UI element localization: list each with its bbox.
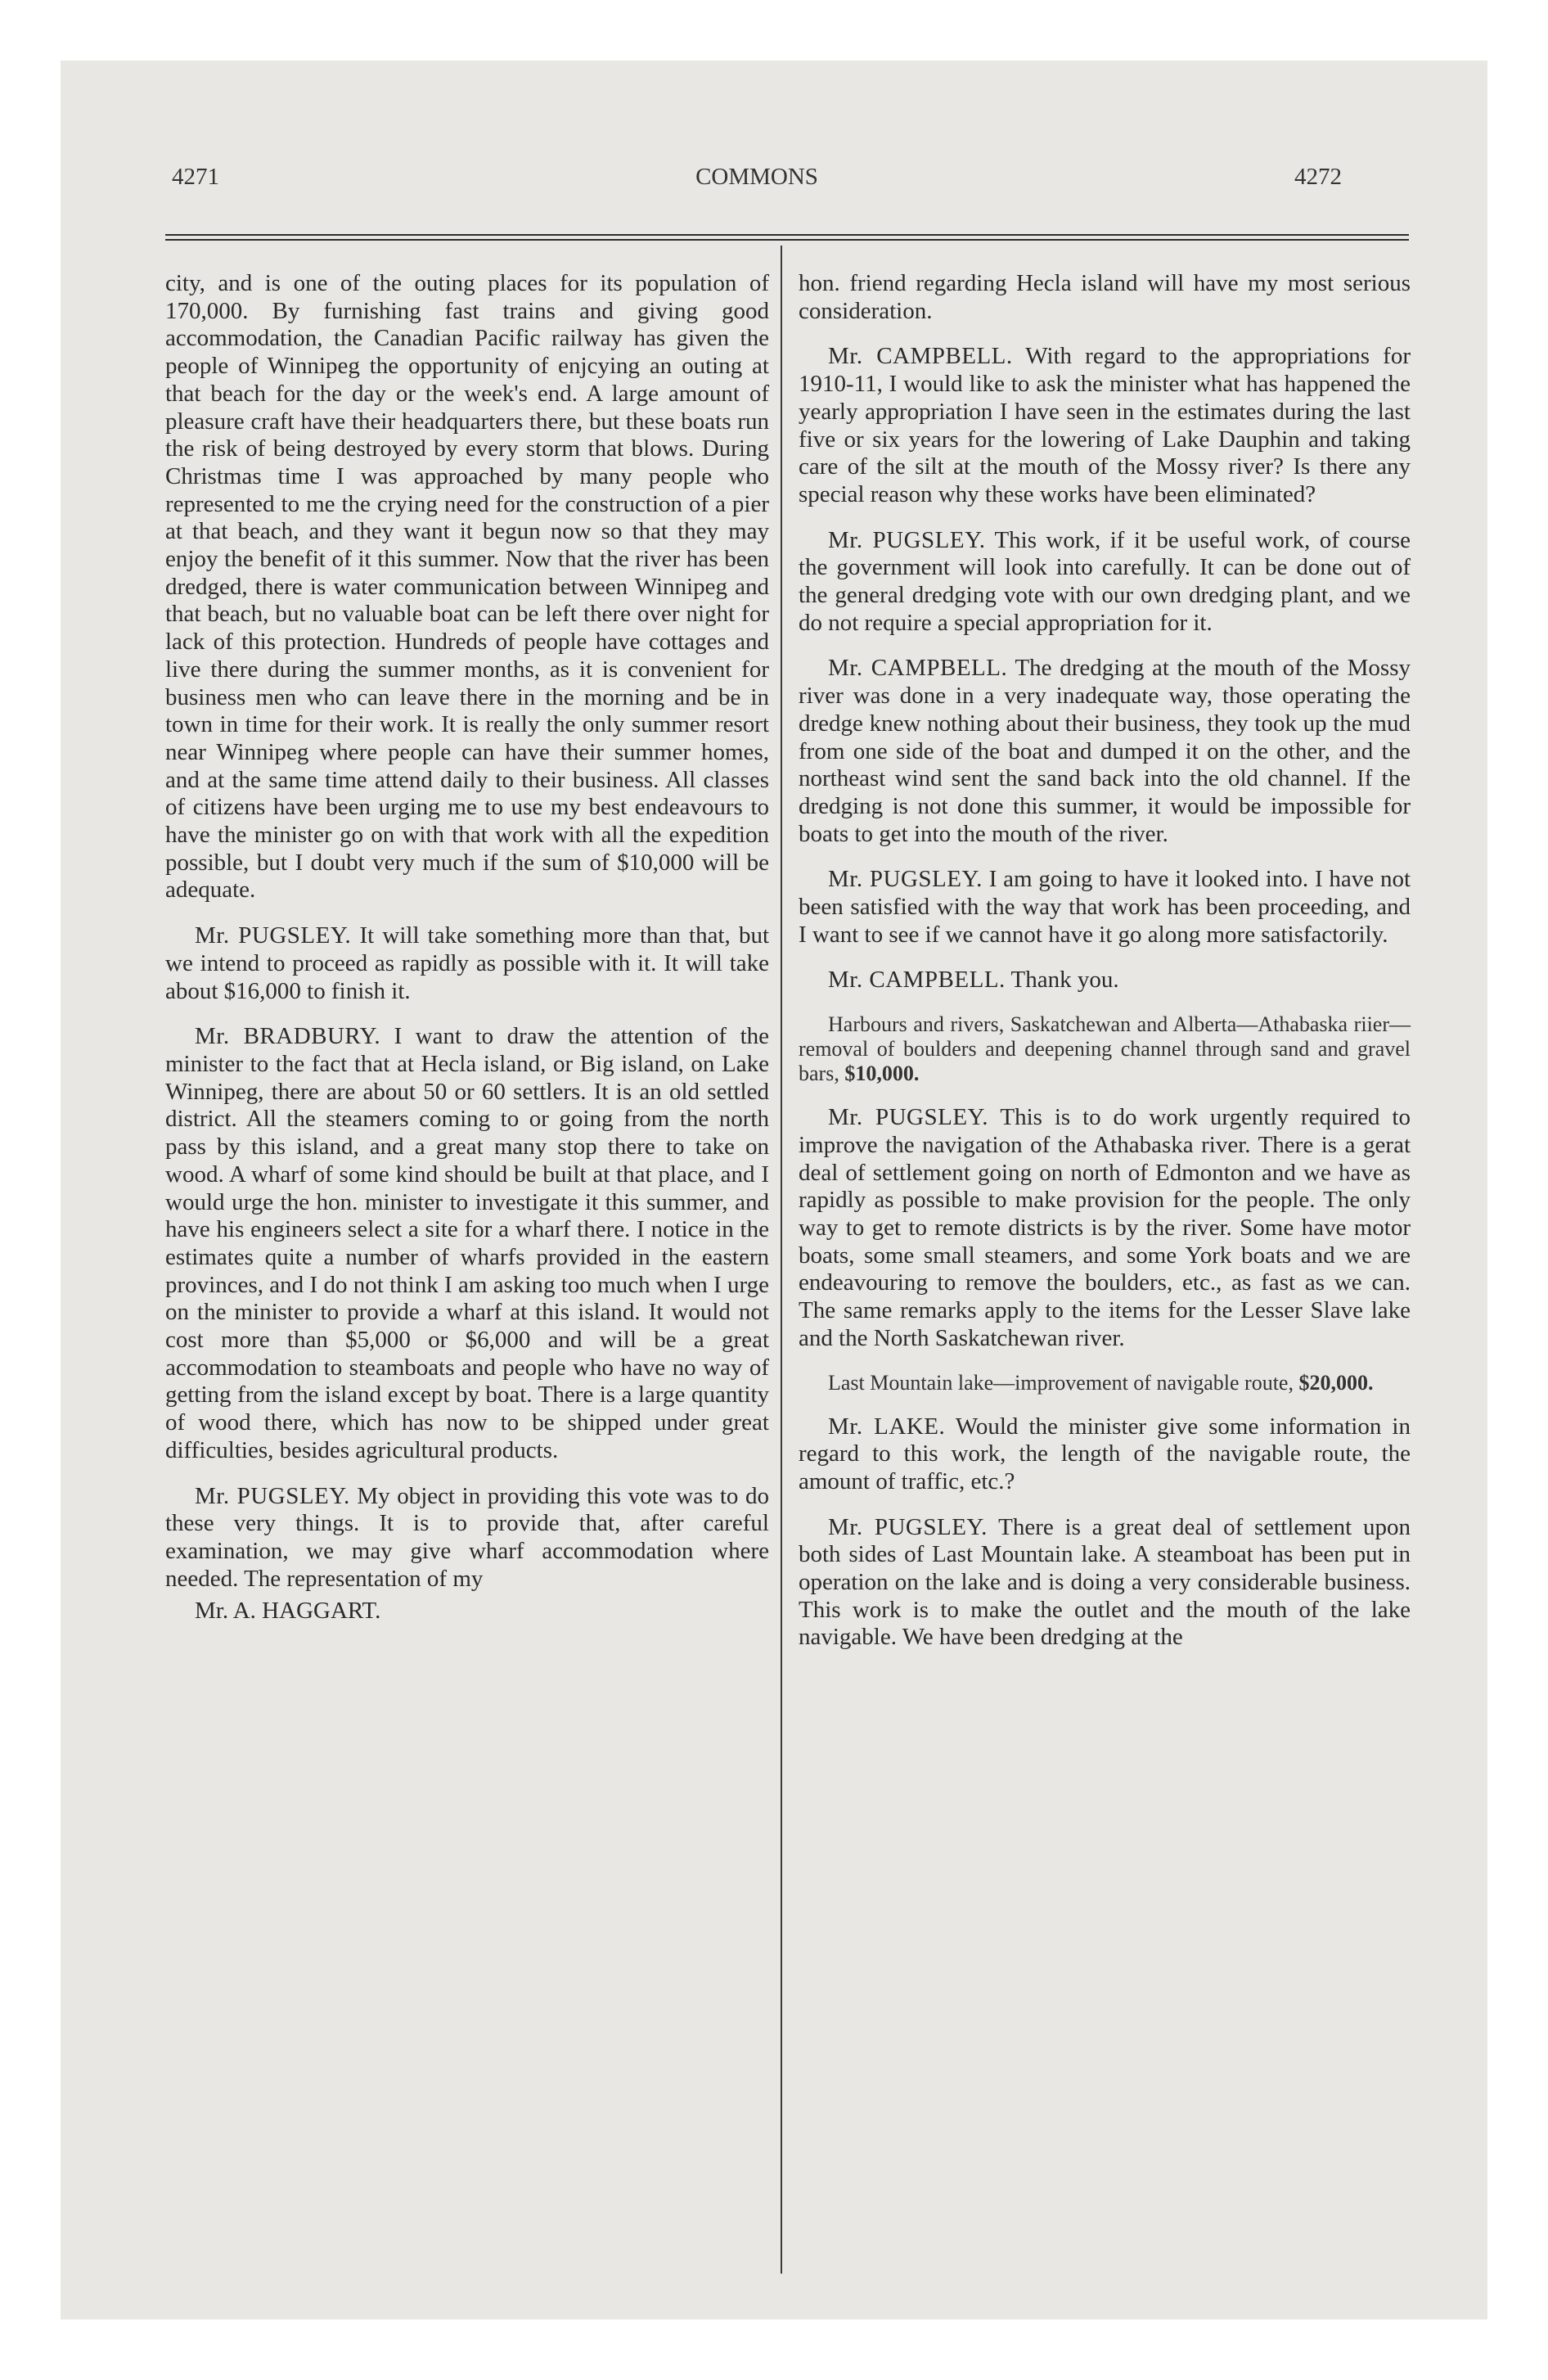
estimate-item [799, 1012, 1411, 1086]
estimate-item-text: Harbours and rivers, Saskatchewan and Alberta—Athabaska riier—removal of boulders and deepening channel through sand and gravel bars, [799, 1012, 1411, 1086]
paragraph [799, 655, 1411, 848]
paragraph [799, 527, 1411, 638]
speaker-name: Mr. PUGSLEY. [195, 1482, 350, 1509]
paragraph [165, 1483, 769, 1593]
left-column [165, 270, 769, 1625]
paragraph [799, 1413, 1411, 1496]
paragraph-text: This work, if it be useful work, of course the government will look into carefully. It can be done out of the general dredging vote with our own dredging plant, and we do not require a special appropriation for it. [799, 526, 1411, 636]
speaker-name: Mr. CAMPBELL. [828, 343, 1013, 370]
paragraph-text: hon. friend regarding Hecla island will have my most serious consideration. [799, 270, 1411, 324]
paragraph [799, 270, 1411, 325]
speaker-name: Mr. PUGSLEY. [828, 1513, 988, 1540]
paragraph [165, 270, 769, 904]
speaker-name: Mr. BRADBURY. [195, 1023, 381, 1050]
speaker-name: Mr. CAMPBELL. [828, 655, 1008, 682]
paragraph-text: It will take something more than that, but we intend to proceed as rapidly as possible with it. It will take about $16,000 to finish it. [165, 922, 770, 1004]
speaker-signature: Mr. A. HAGGART. [195, 1598, 381, 1625]
header-rule-bottom [165, 239, 1409, 241]
speaker-name: Mr. PUGSLEY. [195, 922, 352, 949]
page-number-left: 4271 [172, 164, 219, 190]
paragraph-text: With regard to the appropriations for 1910-11, I would like to ask the minister what has happened the yearly appropriation I have seen in the estimates during the last five or six years for the lowering of Lake Dauphin and taking care of the silt at the mouth of the Mossy river? Is there any special reason why these works have been eliminated? [799, 343, 1411, 507]
paragraph-text: Would the minister give some information in regard to this work, the length of the navigable route, the amount of traffic, etc.? [799, 1413, 1411, 1494]
paragraph [799, 866, 1411, 949]
speaker-name: Mr. PUGSLEY. [828, 866, 983, 893]
paragraph [799, 1514, 1411, 1652]
paragraph-text: The dredging at the mouth of the Mossy river was done in a very inadequate way, those operating the dredge knew nothing about their business, they took up the mud from one side of the boat and dumped it on the other, and the northeast wind sent the sand back into the old channel. If the dredging is not done this summer, it would be impossible for boats to get into the mouth of the river. [799, 655, 1411, 847]
header-rule-top [165, 234, 1409, 236]
estimate-item [799, 1371, 1411, 1395]
page-number-right: 4272 [1294, 164, 1342, 190]
paragraph-text: There is a great deal of settlement upon both sides of Last Mountain lake. A steamboat has been put in operation on the lake and is doing a very considerable business. This work is to make the outlet and the mouth of the lake navigable. We have been dredging at the [799, 1513, 1411, 1651]
speaker-name: Mr. LAKE. [828, 1413, 946, 1440]
estimate-item-text: Last Mountain lake—improvement of navigable route, [828, 1370, 1294, 1395]
paragraph-text: This is to do work urgently required to improve the navigation of the Athabaska river. There is a gerat deal of settlement going on north of Edmonton and we have as rapidly as possible to make provision for the people. The only way to get to remote districts is by the river. Some have motor boats, some small steamers, and some York boats and we are endeavouring to remove the boulders, etc., as fast as we can. The same remarks apply to the items for the Lesser Slave lake and the North Saskatchewan river. [799, 1104, 1411, 1351]
paragraph-text: I am going to have it looked into. I have not been satisfied with the way that work has been proceeding, and I want to see if we cannot have it go along more satisfactorily. [799, 866, 1411, 948]
estimate-amount: $20,000. [1298, 1370, 1374, 1395]
paragraph [799, 967, 1411, 994]
speaker-name: Mr. CAMPBELL. [828, 967, 1006, 994]
running-title: COMMONS [695, 164, 818, 190]
paragraph [799, 1104, 1411, 1352]
paragraph-text: Thank you. [1010, 967, 1119, 994]
speaker-name: Mr. PUGSLEY. [828, 1104, 989, 1131]
paragraph [165, 1023, 769, 1464]
estimate-amount: $10,000. [844, 1062, 920, 1086]
page-header [172, 164, 1342, 196]
speaker-name: Mr. PUGSLEY. [828, 526, 986, 553]
paragraph-text: I want to draw the attention of the minister to the fact that at Hecla island, or Big island, on Lake Winnipeg, there are about 50 or 60 settlers. It is an old settled district. All the steamers coming to or going from the north pass by this island, and a great many stop there to take on wood. A wharf of some kind should be built at that place, and I would urge the hon. minister to investigate it this summer, and have his engineers select a site for a wharf there. I notice in the estimates quite a number of wharfs provided in the eastern provinces, and I do not think I am asking too much when I urge on the minister to provide a wharf at this island. It would not cost more than $5,000 or $6,000 and will be a great accommodation to steamboats and people who have no way of getting from the island except by boat. There is a large quantity of wood there, which has now to be shipped under great difficulties, besides agricultural products. [165, 1023, 769, 1463]
paragraph-text: city, and is one of the outing places for its population of 170,000. By furnishing fast trains and giving good accommodation, the Canadian Pacific railway has given the people of Winnipeg the opportunity of enjcying an outing at that beach for the day or the week's end. A large amount of pleasure craft have their headquarters there, but these boats run the risk of being destroyed by every storm that blows. During Christmas time I was approached by many people who represented to me the crying need for the construction of a pier at that beach, and they want it begun now so that they may enjoy the benefit of it this summer. Now that the river has been dredged, there is water communication between Winnipeg and that beach, but no valuable boat can be left there over night for lack of this protection. Hundreds of people have cottages and live there during the summer months, as it is convenient for business men who can leave there in the morning and be in town in time for their work. It is really the only summer resort near Winnipeg where people can have their summer homes, and at the same time attend daily to their business. All classes of citizens have been urging me to use my best endeavours to have the minister go on with that work with all the expedition possible, but I doubt very much if the sum of $10,000 will be adequate. [165, 270, 769, 904]
paragraph [165, 922, 769, 1005]
right-column [799, 270, 1411, 1670]
column-divider [781, 246, 782, 2274]
paragraph [799, 343, 1411, 508]
paragraph-text: My object in providing this vote was to do these very things. It is to provide that, after careful examination, we may give wharf accommodation where needed. The representation of my [165, 1482, 769, 1592]
